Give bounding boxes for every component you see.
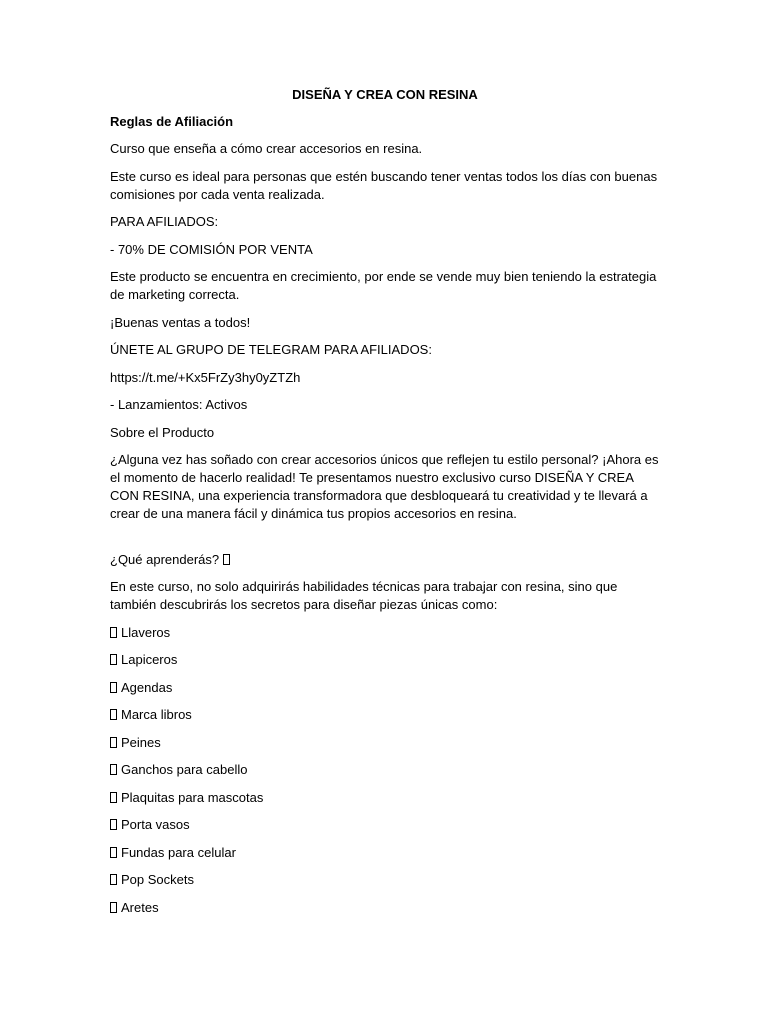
list-item-label: Porta vasos — [121, 817, 190, 832]
missing-glyph-icon — [110, 792, 117, 803]
telegram-link[interactable]: https://t.me/+Kx5FrZy3hy0yZTZh — [110, 369, 301, 385]
paragraph-growth: Este producto se encuentra en crecimiento, por ende se vende muy bien teniendo la estrategia de marketing correcta. — [110, 269, 657, 302]
list-item-label: Fundas para celular — [121, 844, 236, 860]
document-page — [110, 86, 660, 926]
list-item-label: Agendas — [121, 679, 173, 695]
list-item-label: Plaquitas para mascotas — [121, 789, 264, 805]
list-item — [110, 706, 660, 724]
missing-glyph-icon — [110, 709, 117, 720]
learn-heading-line — [110, 551, 660, 569]
paragraph-telegram-heading: ÚNETE AL GRUPO DE TELEGRAM PARA AFILIADOS: — [110, 342, 432, 357]
paragraph-affiliates-heading: PARA AFILIADOS: — [110, 214, 219, 229]
document-subtitle: Reglas de Afiliación — [110, 114, 234, 129]
list-item — [110, 624, 660, 642]
paragraph-good-sales: ¡Buenas ventas a todos! — [110, 314, 251, 330]
list-item-label: Lapiceros — [121, 652, 178, 667]
list-item — [110, 761, 660, 779]
list-item-label: Llaveros — [121, 624, 171, 640]
learn-heading: ¿Qué aprenderás? — [110, 551, 220, 567]
missing-glyph-icon — [110, 874, 117, 885]
list-item-label: Marca libros — [121, 707, 192, 722]
paragraph-commission: - 70% DE COMISIÓN POR VENTA — [110, 241, 313, 257]
paragraph-intro: Curso que enseña a cómo crear accesorios en resina. — [110, 141, 423, 156]
document-title: DISEÑA Y CREA CON RESINA — [292, 87, 478, 102]
list-item — [110, 789, 660, 807]
missing-glyph-icon — [110, 847, 117, 858]
list-item — [110, 651, 660, 669]
list-item — [110, 871, 660, 889]
missing-glyph-icon — [110, 682, 117, 693]
list-item — [110, 816, 660, 834]
paragraph-ideal-for: Este curso es ideal para personas que estén buscando tener ventas todos los días con buenas comisiones por cada venta realizada. — [110, 168, 658, 202]
paragraph-about-body: ¿Alguna vez has soñado con crear accesorios únicos que reflejen tu estilo personal? ¡Ahora es el momento de hacerlo realidad! Te presentamos nuestro exclusivo curso DISEÑA Y CREA CON RESINA, una experiencia transformadora que desbloqueará tu creatividad y te llevará a crear de una manera fácil y dinámica tus propios accesorios en resina. — [110, 452, 659, 521]
missing-glyph-icon — [223, 554, 230, 565]
paragraph-about-heading: Sobre el Producto — [110, 424, 215, 440]
list-item — [110, 844, 660, 862]
missing-glyph-icon — [110, 819, 117, 830]
blank-line — [110, 533, 660, 551]
list-item — [110, 734, 660, 752]
list-item — [110, 899, 660, 917]
missing-glyph-icon — [110, 654, 117, 665]
learn-intro: En este curso, no solo adquirirás habilidades técnicas para trabajar con resina, sino que también descubrirás los secretos para diseñar piezas únicas como: — [110, 579, 618, 612]
list-item-label: Aretes — [121, 899, 159, 915]
list-item-label: Pop Sockets — [121, 872, 194, 887]
paragraph-launches: - Lanzamientos: Activos — [110, 397, 248, 412]
missing-glyph-icon — [110, 627, 117, 638]
items-list — [110, 624, 660, 917]
missing-glyph-icon — [110, 764, 117, 775]
list-item-label: Ganchos para cabello — [121, 762, 248, 777]
missing-glyph-icon — [110, 737, 117, 748]
list-item-label: Peines — [121, 734, 161, 750]
list-item — [110, 679, 660, 697]
missing-glyph-icon — [110, 902, 117, 913]
